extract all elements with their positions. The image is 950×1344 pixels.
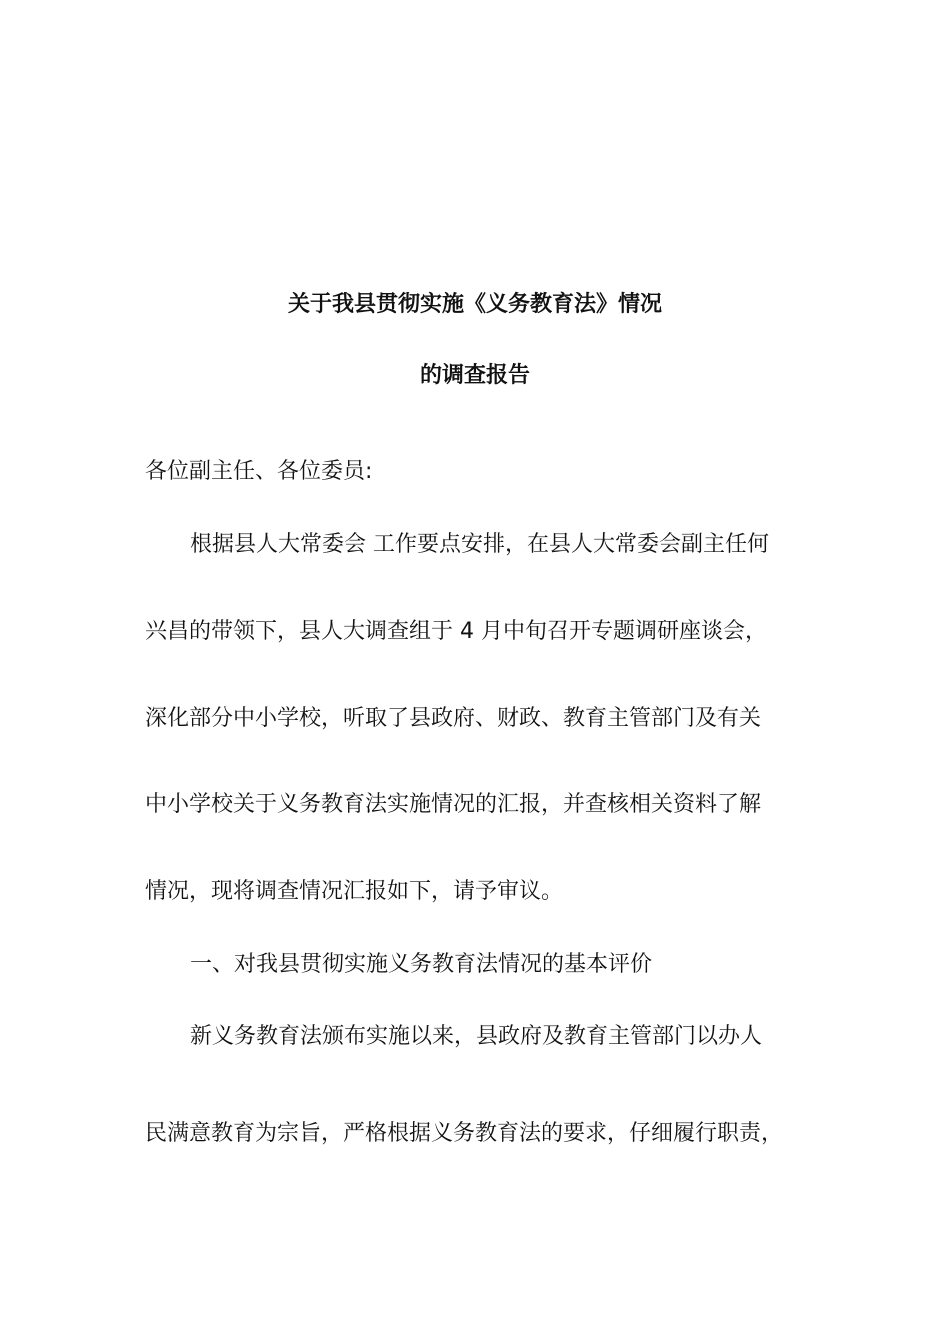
paragraph-line: 兴昌的带领下，县人大调查组于 4 月中旬召开专题调研座谈会， bbox=[145, 619, 767, 644]
report-title-line-1: 关于我县贯彻实施《义务教育法》情况 bbox=[287, 292, 662, 317]
report-title-line-2: 的调查报告 bbox=[419, 363, 530, 388]
paragraph-line: 中小学校关于义务教育法实施情况的汇报，并查核相关资料了解 bbox=[145, 792, 762, 817]
salutation: 各位副主任、各位委员: bbox=[145, 459, 373, 484]
paragraph-line: 民满意教育为宗旨，严格根据义务教育法的要求，仔细履行职责， bbox=[145, 1121, 784, 1146]
paragraph-line: 情况，现将调查情况汇报如下，请予审议。 bbox=[145, 879, 564, 904]
paragraph-line: 新义务教育法颁布实施以来，县政府及教育主管部门以办人 bbox=[190, 1024, 763, 1049]
paragraph-line: 深化部分中小学校，听取了县政府、财政、教育主管部门及有关 bbox=[145, 706, 762, 731]
section-heading: 一、对我县贯彻实施义务教育法情况的基本评价 bbox=[190, 952, 653, 977]
paragraph-line: 根据县人大常委会 工作要点安排，在县人大常委会副主任何 bbox=[190, 532, 769, 557]
